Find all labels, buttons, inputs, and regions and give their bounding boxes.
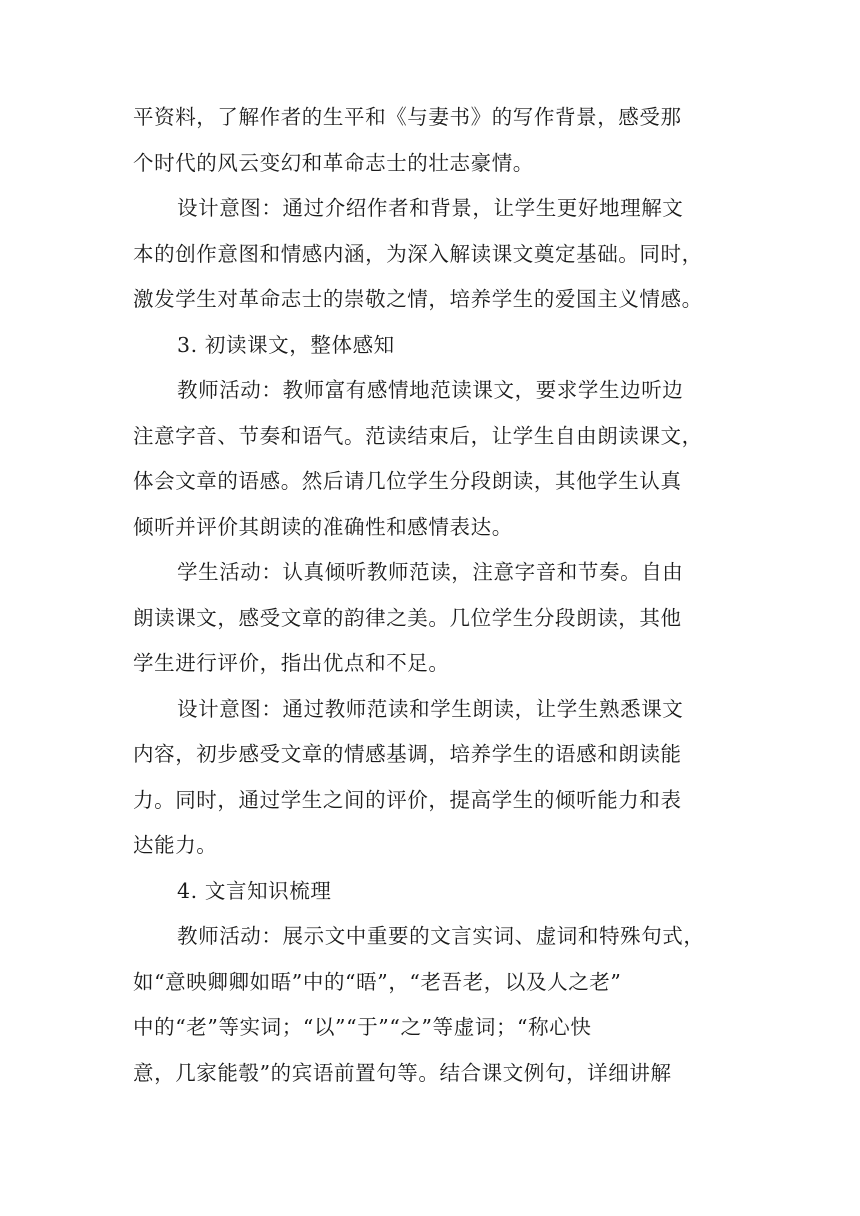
- document-page: [133, 95, 743, 1096]
- text-line: 激发学生对革命志士的崇敬之情，培养学生的爱国主义情感。: [133, 287, 703, 311]
- text-line: 平资料，了解作者的生平和《与妻书》的写作背景，感受那: [133, 105, 682, 129]
- text-line: 学生进行评价，指出优点和不足。: [133, 651, 450, 675]
- text-line: 个时代的风云变幻和革命志士的壮志豪情。: [133, 150, 534, 175]
- section-heading: 3. 初读课文，整体感知: [177, 332, 395, 357]
- text-line: 中的“老”等实词；“以”“于”“之”等虚词；“称心快: [133, 1015, 592, 1039]
- text-line: 体会文章的语感。然后请几位学生分段朗读，其他学生认真: [133, 469, 682, 493]
- text-line: 教师活动：教师富有感情地范读课文，要求学生边听边: [177, 378, 684, 402]
- text-line: 注意字音、节奏和语气。范读结束后，让学生自由朗读课文，: [133, 423, 703, 448]
- text-line: 倾听并评价其朗读的准确性和感情表达。: [133, 514, 513, 539]
- text-line: 设计意图：通过教师范读和学生朗读，让学生熟悉课文: [177, 696, 684, 721]
- text-line: 朗读课文，感受文章的韵律之美。几位学生分段朗读，其他: [133, 605, 682, 630]
- text-line: 如“意映卿卿如晤”中的“晤”，“老吾老，以及人之老”: [133, 969, 622, 994]
- text-line: 学生活动：认真倾听教师范读，注意字音和节奏。自由: [177, 560, 684, 584]
- text-line: 力。同时，通过学生之间的评价，提高学生的倾听能力和表: [133, 787, 682, 812]
- section-heading: 4. 文言知识梳理: [177, 878, 332, 903]
- text-line: 达能力。: [133, 833, 218, 857]
- text-line: 内容，初步感受文章的情感基调，培养学生的语感和朗读能: [133, 742, 682, 766]
- text-line: 本的创作意图和情感内涵，为深入解读课文奠定基础。同时，: [133, 241, 703, 266]
- text-line: 教师活动：展示文中重要的文言实词、虚词和特殊句式，: [177, 924, 705, 948]
- text-line: 设计意图：通过介绍作者和背景，让学生更好地理解文: [177, 196, 684, 220]
- text-line: 意，几家能彀”的宾语前置句等。结合课文例句，详细讲解: [133, 1060, 672, 1085]
